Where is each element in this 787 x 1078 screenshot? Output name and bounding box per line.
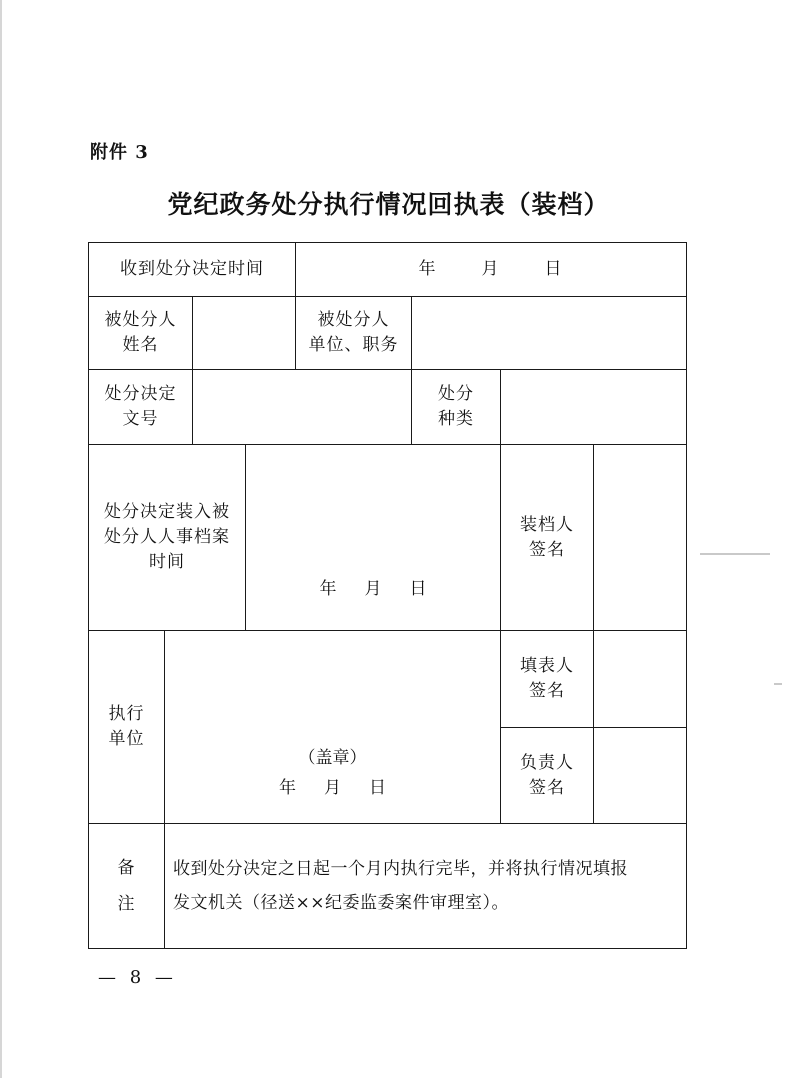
filler-signature-value-cell[interactable] [594,631,687,728]
received-time-label: 收到处分决定时间 [120,259,264,279]
discipline-type-value-cell[interactable] [501,370,687,445]
executing-unit-day: 日 [369,778,386,798]
responsible-signature-label-line1: 负责人 [520,752,574,773]
row-decision [89,370,687,445]
remarks-label-line1: 备 [117,858,136,878]
discipline-type-label-cell [412,370,501,445]
row-archive [89,445,687,631]
decision-number-label-cell [89,370,193,445]
executing-unit-year: 年 [279,778,296,798]
row-remarks [89,824,687,949]
page-number: — 8 — [98,967,177,988]
archived-time-month: 月 [364,579,382,599]
received-time-year: 年 [418,259,438,279]
person-unit-label-cell [296,297,412,370]
received-time-value-cell[interactable] [296,243,687,297]
archived-time-year: 年 [319,579,337,599]
executing-unit-label-line1: 执行 [108,704,145,724]
decision-number-value-cell[interactable] [193,370,412,445]
responsible-signature-label-cell [501,728,594,824]
received-time-month: 月 [481,259,501,279]
remarks-text-cell [165,824,687,949]
archiver-signature-label-line2: 签名 [529,539,565,560]
archiver-signature-label-line1: 装档人 [520,514,574,535]
row-executing-unit-top [89,631,687,728]
person-name-value-cell[interactable] [193,297,296,370]
remarks-label-cell [89,824,165,949]
row-person [89,297,687,370]
archived-time-label-cell [89,445,246,631]
receipt-form-table [88,242,687,949]
person-unit-label-line1: 被处分人 [317,310,390,330]
remarks-label-line2: 注 [117,894,136,914]
remarks-text-line1: 收到处分决定之日起一个月内执行完毕，并将执行情况填报 [173,859,628,879]
archived-time-day: 日 [409,579,427,599]
executing-unit-month: 月 [324,778,341,798]
discipline-type-label-line2: 种类 [438,409,474,429]
executing-unit-label-line2: 单位 [108,729,145,749]
executing-unit-label-cell [89,631,165,824]
person-name-label-line1: 被处分人 [104,310,177,330]
filler-signature-label-line1: 填表人 [520,656,574,676]
person-name-label-line2: 姓名 [122,335,159,355]
received-time-day: 日 [544,259,564,279]
archived-time-value-cell[interactable] [246,445,501,631]
scan-artifact-dash [774,683,782,685]
scan-left-edge [0,0,2,1078]
executing-unit-seal: （盖章） [298,748,367,768]
archived-time-label-line1: 处分决定装入被 [104,502,230,522]
responsible-signature-label-line2: 签名 [529,777,565,798]
person-unit-label-line2: 单位、职务 [308,335,399,355]
executing-unit-value-cell[interactable] [165,631,501,824]
received-time-label-cell [89,243,296,297]
archived-time-label-line2: 处分人人事档案 [104,527,230,547]
discipline-type-label-line1: 处分 [438,384,474,404]
scan-artifact-line [700,553,770,555]
decision-number-label-line1: 处分决定 [104,384,177,404]
remarks-text-line2: 发文机关（径送××纪委监委案件审理室）。 [173,893,509,913]
archiver-signature-label-cell [501,445,594,631]
row-received-time [89,243,687,297]
filler-signature-label-cell [501,631,594,728]
filler-signature-label-line2: 签名 [529,681,565,701]
archiver-signature-value-cell[interactable] [594,445,687,631]
person-name-label-cell [89,297,193,370]
decision-number-label-line2: 文号 [122,409,159,429]
archived-time-label-line3: 时间 [149,552,185,572]
person-unit-value-cell[interactable] [412,297,687,370]
responsible-signature-value-cell[interactable] [594,728,687,824]
document-title: 党纪政务处分执行情况回执表（装档） [167,190,610,219]
annex-label: 附件 3 [90,142,149,163]
